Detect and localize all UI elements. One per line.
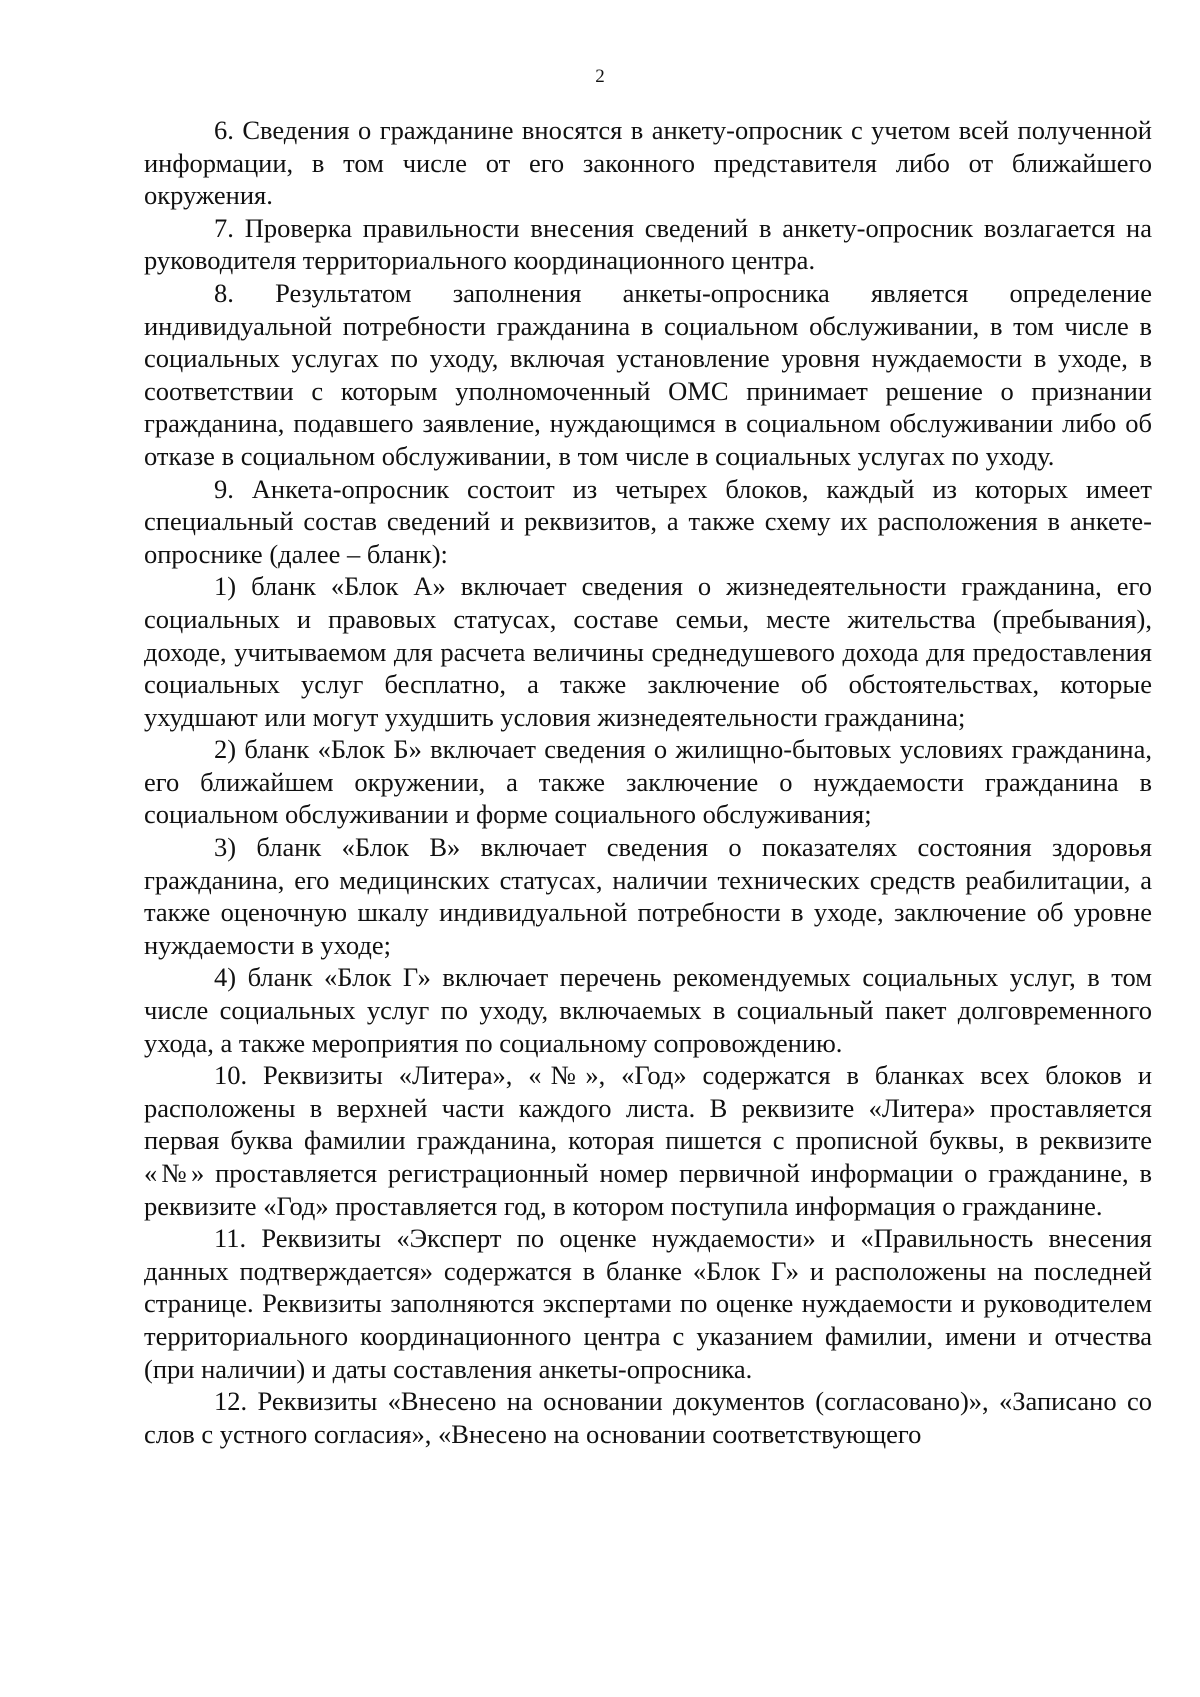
list-item-block-v: 3) бланк «Блок В» включает сведения о показателях состояния здоровья гражданина, его медицинских статусах, наличии технических средств реабилитации, а также оценочную шкалу индивидуальной потребности в уходе, заключение об уровне нуждаемости в уходе; bbox=[144, 832, 1152, 960]
paragraph-12: 12. Реквизиты «Внесено на основании документов (согласовано)», «Записано со слов с устного согласия», «Внесено на основании соответствующего bbox=[144, 1386, 1152, 1449]
paragraph-7: 7. Проверка правильности внесения сведений в анкету-опросник возлагается на руководителя территориального координационного центра. bbox=[144, 212, 1152, 276]
list-item-block-a: 1) бланк «Блок А» включает сведения о жизнедеятельности гражданина, его социальных и правовых статусах, составе семьи, месте жительства (пребывания), доходе, учитываемом для расчета величины среднедушевого дохода для предоставления социальных услуг бесплатно, а также заключение об обстоятельствах, которые ухудшают или могут ухудшить условия жизнедеятельности гражданина; bbox=[144, 571, 1152, 732]
document-body bbox=[144, 114, 1152, 1450]
paragraph-8: 8. Результатом заполнения анкеты-опросника является определение индивидуальной потребности гражданина в социальном обслуживании, в том числе в социальных услугах по уходу, включая установление уровня нуждаемости в уходе, в соответствии с которым уполномоченный ОМС принимает решение о признании гражданина, подавшего заявление, нуждающимся в социальном обслуживании либо об отказе в социальном обслуживании, в том числе в социальных услугах по уходу. bbox=[144, 277, 1152, 471]
list-item-block-b: 2) бланк «Блок Б» включает сведения о жилищно-бытовых условиях гражданина, его ближайшем окружении, а также заключение о нуждаемости гражданина в социальном обслуживании и форме социального обслуживания; bbox=[144, 734, 1152, 830]
paragraph-10: 10. Реквизиты «Литера», «№», «Год» содержатся в бланках всех блоков и расположены в верхней части каждого листа. В реквизите «Литера» проставляется первая буква фамилии гражданина, которая пишется с прописной буквы, в реквизите «№» проставляется регистрационный номер первичной информации о гражданине, в реквизите «Год» проставляется год, в котором поступила информация о гражданине. bbox=[144, 1060, 1152, 1221]
page-number: 2 bbox=[595, 66, 605, 87]
paragraph-6: 6. Сведения о гражданине вносятся в анкету-опросник с учетом всей полученной информации, в том числе от его законного представителя либо от ближайшего окружения. bbox=[144, 115, 1152, 211]
list-item-block-g: 4) бланк «Блок Г» включает перечень рекомендуемых социальных услуг, в том числе социальных услуг по уходу, включаемых в социальный пакет долговременного ухода, а также мероприятия по социальному сопровождению. bbox=[144, 962, 1152, 1058]
paragraph-9: 9. Анкета-опросник состоит из четырех блоков, каждый из которых имеет специальный состав сведений и реквизитов, а также схему их расположения в анкете-опроснике (далее – бланк): bbox=[144, 473, 1152, 569]
paragraph-11: 11. Реквизиты «Эксперт по оценке нуждаемости» и «Правильность внесения данных подтверждается» содержатся в бланке «Блок Г» и расположены на последней странице. Реквизиты заполняются экспертами по оценке нуждаемости и руководителем территориального координационного центра с указанием фамилии, имени и отчества (при наличии) и даты составления анкеты-опросника. bbox=[144, 1223, 1152, 1384]
